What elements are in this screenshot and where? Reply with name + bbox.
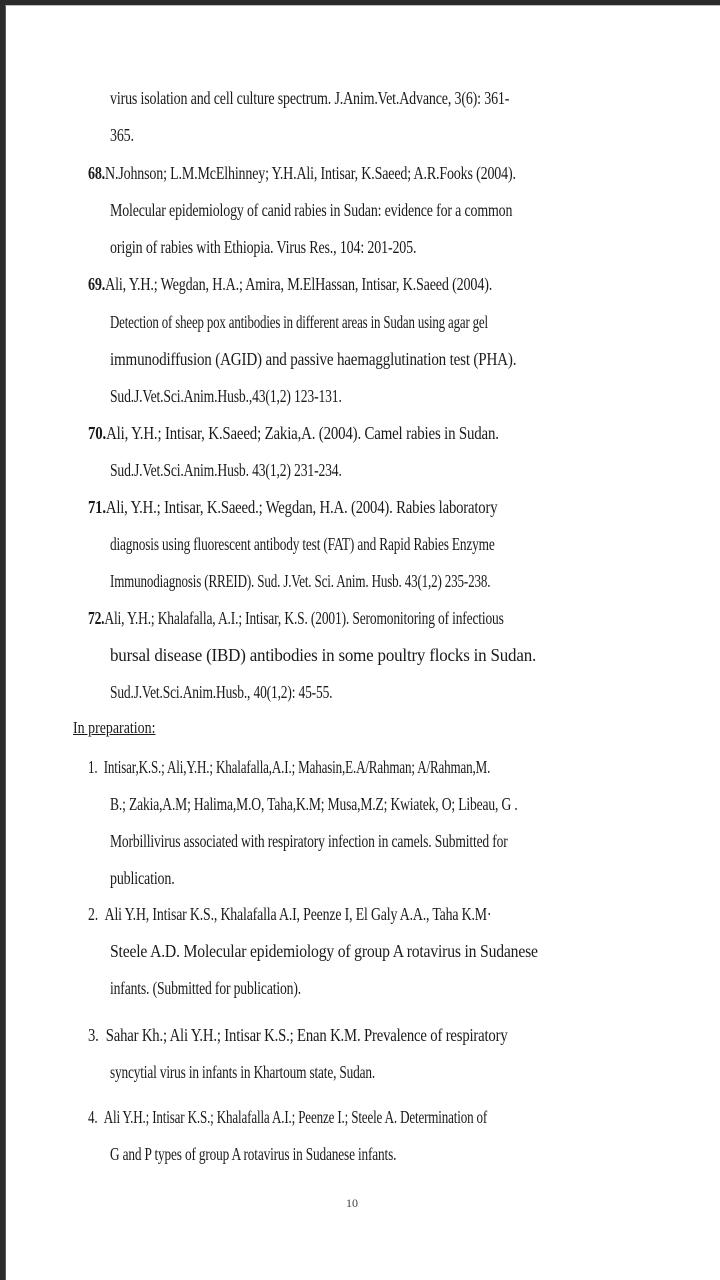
prep-text: Sahar Kh.; Ali Y.H.; Intisar K.S.; Enan K.M. Prevalence of respiratory (105, 1025, 508, 1045)
prep-text: Intisar,K.S.; Ali,Y.H.; Khalafalla,A.I.; Mahasin,E.A/Rahman; A/Rahman,M. (103, 757, 491, 777)
reference-text: Ali, Y.H.; Wegdan, H.A.; Amira, M.ElHassan, Intisar, K.Saeed (2004). (105, 274, 493, 294)
reference-text: Immunodiagnosis (RREID). Sud. J.Vet. Sci. Anim. Husb. 43(1,2) 235-238. (110, 571, 491, 591)
reference-text: Ali, Y.H.; Intisar, K.Saeed; Zakia,A. (2004). Camel rabies in Sudan. (106, 423, 499, 443)
reference-text: N.Johnson; L.M.McElhinney; Y.H.Ali, Intisar, K.Saeed; A.R.Fooks (2004). (105, 163, 516, 183)
reference-number: 70. (88, 423, 107, 443)
reference-text: Ali, Y.H.; Intisar, K.Saeed.; Wegdan, H.A. (2004). Rabies laboratory (105, 497, 498, 517)
reference-number: 71. (88, 497, 106, 517)
reference-text: immunodiffusion (AGID) and passive haemagglutination test (PHA). (110, 349, 517, 369)
prep-number: 1. (88, 757, 98, 777)
reference-number: 68. (88, 163, 106, 183)
page-number: 10 (346, 1196, 358, 1210)
prep-text: syncytial virus in infants in Khartoum state, Sudan. (110, 1062, 376, 1082)
reference-text: Sud.J.Vet.Sci.Anim.Husb. 43(1,2) 231-234. (110, 460, 342, 480)
document-page (5, 5, 720, 1280)
reference-number: 72. (88, 608, 105, 628)
reference-text: Sud.J.Vet.Sci.Anim.Husb., 40(1,2): 45-55. (110, 682, 333, 702)
prep-text: B.; Zakia,A.M; Halima,M.O, Taha,K.M; Musa,M.Z; Kwiatek, O; Libeau, G . (110, 794, 518, 814)
prep-text: Ali Y.H, Intisar K.S., Khalafalla A.I, Peenze I, El Galy A.A., Taha K.M· (104, 904, 492, 924)
reference-number: 69. (88, 274, 106, 294)
reference-text: bursal disease (IBD) antibodies in some poultry flocks in Sudan. (110, 645, 537, 665)
prep-text: infants. (Submitted for publication). (110, 978, 301, 998)
prep-number: 4. (88, 1107, 98, 1127)
in-preparation-heading: In preparation: (73, 718, 156, 737)
prep-text: Ali Y.H.; Intisar K.S.; Khalafalla A.I.; Peenze I.; Steele A. Determination of (103, 1107, 488, 1127)
reference-text: origin of rabies with Ethiopia. Virus Res., 104: 201-205. (110, 237, 417, 257)
reference-text: Sud.J.Vet.Sci.Anim.Husb.,43(1,2) 123-131. (110, 386, 342, 406)
prep-text: Morbillivirus associated with respiratory infection in camels. Submitted for (110, 831, 508, 851)
prep-text: G and P types of group A rotavirus in Sudanese infants. (110, 1144, 397, 1164)
reference-text: diagnosis using fluorescent antibody test (FAT) and Rapid Rabies Enzyme (110, 534, 495, 554)
prep-number: 3. (88, 1025, 99, 1045)
reference-text: Molecular epidemiology of canid rabies in Sudan: evidence for a common (110, 200, 513, 220)
prep-text: Steele A.D. Molecular epidemiology of group A rotavirus in Sudanese (110, 941, 538, 961)
reference-text: Detection of sheep pox antibodies in different areas in Sudan using agar gel (110, 312, 488, 332)
reference-continuation-line: virus isolation and cell culture spectrum. J.Anim.Vet.Advance, 3(6): 361- (110, 88, 510, 108)
reference-text: Ali, Y.H.; Khalafalla, A.I.; Intisar, K.S. (2001). Seromonitoring of infectious (104, 608, 504, 628)
prep-number: 2. (88, 904, 99, 924)
prep-text: publication. (110, 868, 175, 888)
reference-continuation-line: 365. (110, 125, 134, 145)
